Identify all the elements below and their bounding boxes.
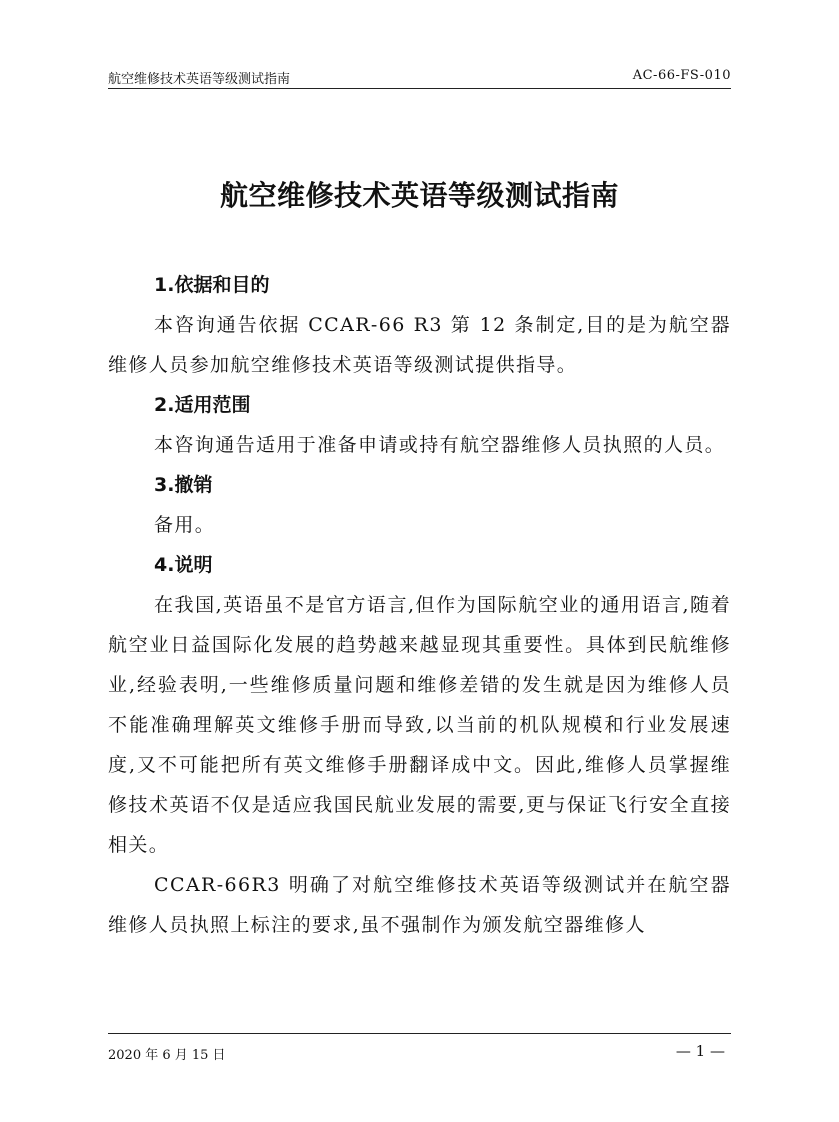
section-heading-2: 2.适用范围 [154,394,251,416]
section-heading-1: 1.依据和目的 [154,274,270,296]
page-footer [108,1033,731,1064]
section-4-paragraph-2: CCAR-66R3 明确了对航空维修技术英语等级测试并在航空器维修人员执照上标注的要求,虽不强制作为颁发航空器维修人 [108,874,731,936]
document-title: 航空维修技术英语等级测试指南 [219,179,619,212]
section-heading-4: 4.说明 [154,554,213,576]
section-heading-3: 3.撤销 [154,474,213,496]
footer-page-number: — 1 — [675,1042,725,1060]
section-3-paragraph-1: 备用。 [154,514,216,536]
document-body [108,265,731,945]
page-header [108,66,731,89]
header-doc-title: 航空维修技术英语等级测试指南 [108,72,291,87]
footer-date: 2020 年 6 月 15 日 [108,1048,226,1063]
section-4-paragraph-1: 在我国,英语虽不是官方语言,但作为国际航空业的通用语言,随着航空业日益国际化发展的趋势越来越显现其重要性。具体到民航维修业,经验表明,一些维修质量问题和维修差错的发生就是因为维修人员不能准确理解英文维修手册而导致,以当前的机队规模和行业发展速度,又不可能把所有英文维修手册翻译成中文。因此,维修人员掌握维修技术英语不仅是适应我国民航业发展的需要,更与保证飞行安全直接相关。 [108,594,731,856]
section-1-paragraph-1: 本咨询通告依据 CCAR-66 R3 第 12 条制定,目的是为航空器维修人员参加航空维修技术英语等级测试提供指导。 [108,314,731,376]
section-2-paragraph-1: 本咨询通告适用于准备申请或持有航空器维修人员执照的人员。 [154,434,726,456]
header-doc-code: AC-66-FS-010 [632,68,731,83]
